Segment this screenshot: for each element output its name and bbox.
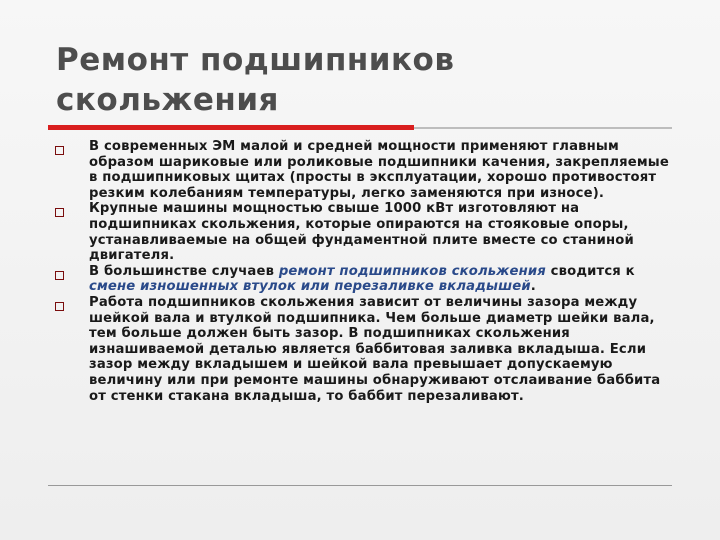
bullet-text-part: сводится к	[545, 263, 635, 279]
bullet-text: Работа подшипников скольжения зависит от величины зазора между шейкой вала и втулкой подшипника. Чем больше диаметр шейки вала, тем больше должен быть зазор. В подшипниках скольжения изнашиваемой деталью является баббитовая заливка вкладыша. Если зазор между вкладышем и шейкой вала превышает допускаемую величину или при ремонте машины обнаруживают отслаивание баббита от стенки стакана вкладыша, то баббит перезаливают.	[89, 294, 661, 404]
square-bullet-icon	[55, 146, 64, 155]
bullet-list	[48, 139, 673, 404]
bottom-divider-line	[48, 485, 672, 486]
bullet-text-part: В большинстве случаев	[89, 263, 279, 279]
bullet-item	[48, 295, 673, 404]
bullet-item	[48, 139, 673, 201]
title-divider-line	[414, 127, 672, 129]
bullet-text-part: .	[530, 279, 536, 295]
bullet-item	[48, 201, 673, 263]
highlight-text: ремонт подшипников скольжения	[278, 263, 546, 279]
bullet-item	[48, 264, 673, 295]
square-bullet-icon	[55, 302, 64, 311]
square-bullet-icon	[55, 271, 64, 280]
bullet-text: В современных ЭМ малой и средней мощности применяют главным образом шариковые или роликовые подшипники качения, закрепляемые в подшипниковых щитах (просты в эксплуатации, хорошо противостоят резким колебаниям температуры, легко заменяются при износе).	[89, 139, 669, 201]
slide-title: Ремонт подшипников скольжения	[56, 42, 455, 118]
bullet-text: Крупные машины мощностью свыше 1000 кВт изготовляют на подшипниках скольжения, которые опираются на стояковые опоры, устанавливаемые на общей фундаментной плите вместе со станиной двигателя.	[89, 201, 634, 264]
square-bullet-icon	[55, 208, 64, 217]
title-accent-bar	[48, 125, 414, 130]
highlight-text: смене изношенных втулок или перезаливке вкладышей	[89, 279, 531, 295]
